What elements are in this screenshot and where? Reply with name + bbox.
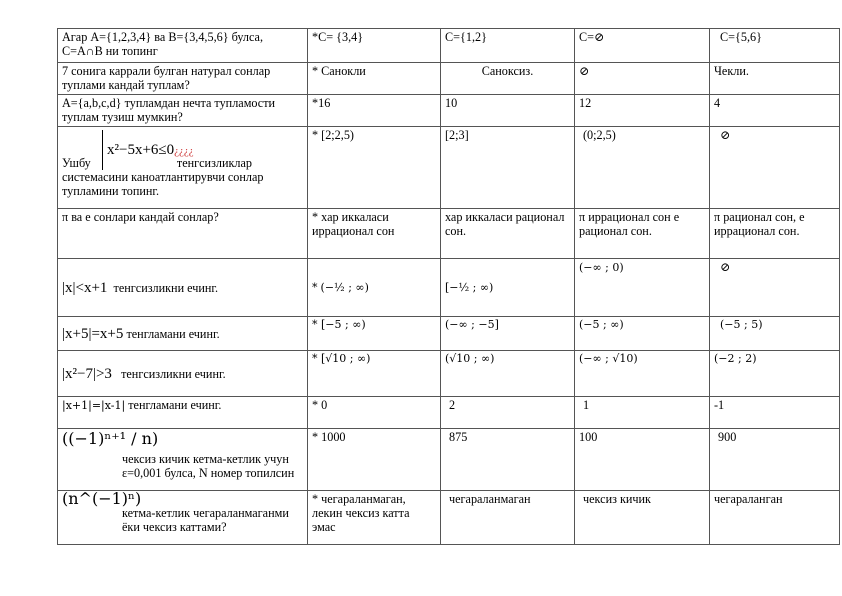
- answer-cell: 10: [441, 95, 575, 127]
- answer-cell: * 1000: [308, 429, 441, 491]
- answer-cell: 12: [575, 95, 710, 127]
- answer-cell: * (−½ ; ∞): [308, 259, 441, 317]
- answer-cell: 100: [575, 429, 710, 491]
- question-cell: A={a,b,c,d} тупламдан нечта тупламости туплам тузиш мумкин?: [58, 95, 308, 127]
- question-cell: [58, 351, 308, 397]
- question-suffix: тенгламани ечинг.: [128, 398, 222, 412]
- answer-formula: ⊘: [720, 260, 731, 274]
- table-row: [58, 29, 840, 63]
- answer-cell: -1: [710, 397, 840, 429]
- sequence-formula: (n^(−1)ⁿ): [62, 490, 142, 508]
- answer-cell: ⊘: [710, 127, 840, 209]
- answer-cell: * Санокли: [308, 63, 441, 95]
- equation-formula: |x+5|=x+5: [62, 325, 124, 342]
- answer-cell: π иррационал сон e рационал сон.: [575, 209, 710, 259]
- table-row: [58, 259, 840, 317]
- table-row: [58, 397, 840, 429]
- question-suffix: тенгсизликни ечинг.: [121, 366, 226, 381]
- answer-cell: (−∞ ; −5]: [441, 317, 575, 351]
- garbled-glyphs: ¿¿¿¿: [174, 145, 194, 157]
- answer-cell: π рационал сон, e иррационал сон.: [710, 209, 840, 259]
- answer-cell: 875: [441, 429, 575, 491]
- answer-cell: чегараланган: [710, 491, 840, 545]
- answer-cell: 1: [575, 397, 710, 429]
- table-row: [58, 209, 840, 259]
- table-row: [58, 127, 840, 209]
- answer-cell: * чегараланмаган, лекин чексиз катта эмас: [308, 491, 441, 545]
- inequality-formula: |x²−7|>3: [62, 365, 112, 382]
- answer-cell: хар иккаласи рационал сон.: [441, 209, 575, 259]
- answer-cell: (−∞ ; √10): [575, 351, 710, 397]
- answer-formula: (−½ ; ∞): [320, 281, 369, 294]
- answer-cell: * [√10 ; ∞): [308, 351, 441, 397]
- test-table: [57, 28, 840, 545]
- question-suffix: кетма-кетлик чегараланмаганми ёки чексиз каттами?: [122, 506, 289, 534]
- answer-cell: чексиз кичик: [575, 491, 710, 545]
- answer-cell: *C= {3,4}: [308, 29, 441, 63]
- answer-cell: (−5 ; ∞): [575, 317, 710, 351]
- answer-cell: Саноксиз.: [441, 63, 575, 95]
- answer-cell: чегараланмаган: [441, 491, 575, 545]
- answer-cell: ⊘: [575, 63, 710, 95]
- answer-cell: C=⊘: [575, 29, 710, 63]
- question-suffix: тенгламани ечинг.: [126, 326, 220, 341]
- answer-cell: (0;2,5): [575, 127, 710, 209]
- question-cell: [58, 259, 308, 317]
- question-cell: 7 сонига каррали булган натурал сонлар туплами кандай туплам?: [58, 63, 308, 95]
- answer-cell: Чекли.: [710, 63, 840, 95]
- table-row: [58, 317, 840, 351]
- answer-cell: C={5,6}: [710, 29, 840, 63]
- question-cell: Агар A={1,2,3,4} ва B={3,4,5,6} булса, C=A∩B ни топинг: [58, 29, 308, 63]
- answer-cell: * хар иккаласи иррационал сон: [308, 209, 441, 259]
- question-cell: [58, 127, 308, 209]
- question-suffix: тенгсизликни ечинг.: [113, 280, 219, 295]
- equation-formula: |x+1|=|x-1|: [62, 399, 126, 412]
- answer-cell: 900: [710, 429, 840, 491]
- answer-cell: [441, 259, 575, 317]
- answer-formula: (−∞ ; 0): [579, 261, 624, 274]
- inequality-formula: x²−5x+6≤0: [107, 142, 175, 158]
- answer-cell: * [−5 ; ∞): [308, 317, 441, 351]
- answer-cell: (√10 ; ∞): [441, 351, 575, 397]
- question-cell: π ва e сонлари кандай сонлар?: [58, 209, 308, 259]
- answer-cell: [575, 259, 710, 317]
- answer-cell: (−5 ; 5): [710, 317, 840, 351]
- question-cell: [58, 491, 308, 545]
- question-suffix: тенгсизликлар системасини каноатлантирувчи сонлар тупламини топинг.: [62, 156, 264, 198]
- question-suffix: чексиз кичик кетма-кетлик учун ε=0,001 булса, N номер топилсин: [122, 452, 295, 480]
- answer-cell: * [2;2,5): [308, 127, 441, 209]
- answer-cell: * 0: [308, 397, 441, 429]
- answer-cell: 4: [710, 95, 840, 127]
- answer-cell: *16: [308, 95, 441, 127]
- sequence-formula: ((−1)ⁿ⁺¹ / n): [62, 429, 159, 448]
- answer-cell: 2: [441, 397, 575, 429]
- table-row: [58, 95, 840, 127]
- question-cell: [58, 429, 308, 491]
- question-prefix: Ушбу: [62, 156, 91, 170]
- table-row: [58, 63, 840, 95]
- answer-cell: C={1,2}: [441, 29, 575, 63]
- answer-formula: [−½ ; ∞): [445, 281, 494, 294]
- table-row: [58, 429, 840, 491]
- answer-cell: [2;3]: [441, 127, 575, 209]
- question-cell: [58, 397, 308, 429]
- inequality-formula: |x|<x+1: [62, 279, 108, 296]
- table-row: [58, 351, 840, 397]
- answer-cell: (−2 ; 2): [710, 351, 840, 397]
- table-row: [58, 491, 840, 545]
- question-cell: [58, 317, 308, 351]
- answer-cell: [710, 259, 840, 317]
